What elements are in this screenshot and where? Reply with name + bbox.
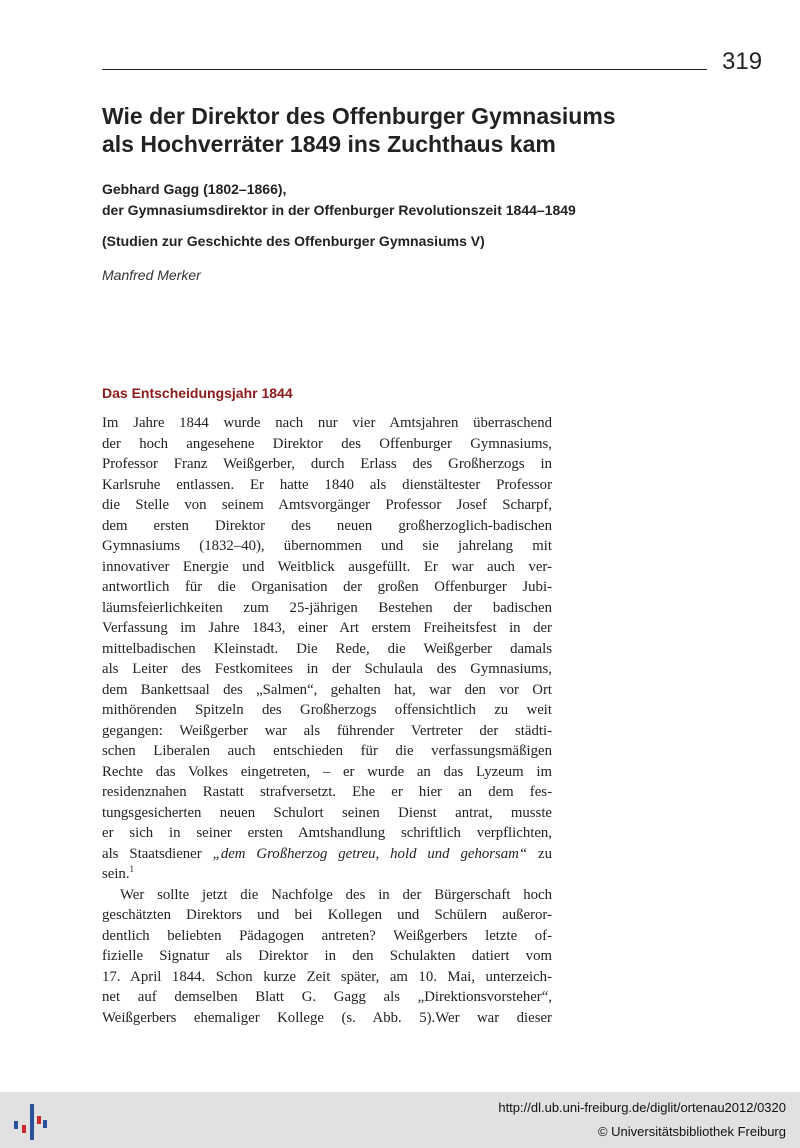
page-number: 319 (722, 48, 763, 75)
quote-tail: zu (527, 845, 552, 862)
logo-bar-blue-tall (30, 1104, 34, 1140)
text-line: Wer sollte jetzt die Nachfolge des in der Bürgerschaft hoch (120, 886, 552, 903)
library-logo-icon (12, 1100, 48, 1142)
text-line: die Stelle von seinem Amtsvorgänger Professor Josef Scharpf, (102, 497, 552, 513)
text-line-last (102, 864, 552, 885)
text-line: net auf demselben Blatt G. Gagg als „Direktionsvorsteher“, (102, 989, 552, 1005)
logo-bar-red-right (37, 1116, 41, 1124)
text-line: der hoch angesehene Direktor des Offenburger Gymnasiums, (102, 435, 552, 452)
section-heading: Das Entscheidungsjahr 1844 (102, 385, 293, 401)
text-line: dem ersten Direktor des neuen großherzoglich-badischen (102, 517, 552, 534)
text-line: dentlich beliebten Pädagogen antreten? Weißgerbers letzte of- (102, 927, 552, 944)
text-line: mithörenden Spitzeln des Großherzogs offensichtlich zu weit (102, 702, 552, 718)
logo-bar-blue-left (14, 1121, 18, 1129)
text-line: fizielle Signatur als Direktor in den Schulakten datiert vom (102, 948, 552, 964)
text-line: Weißgerbers ehemaliger Kollege (s. Abb. 5).Wer war dieser (102, 1009, 552, 1026)
text-line: 17. April 1844. Schon kurze Zeit später, am 10. Mai, unterzeich- (102, 968, 552, 985)
subtitle-line-1: Gebhard Gagg (1802–1866), (102, 181, 287, 197)
footer-copyright: © Universitätsbibliothek Freiburg (597, 1124, 786, 1139)
text-line-quote (102, 844, 552, 865)
footer-url-link[interactable]: http://dl.ub.uni-freiburg.de/diglit/ortenau2012/0320 (498, 1100, 786, 1115)
text-line: mittelbadischen Kleinstadt. Die Rede, die Weißgerber damals (102, 640, 552, 657)
text-line: schen Liberalen auch entschieden für die verfassungsmäßigen (102, 743, 552, 759)
text-line: Karlsruhe entlassen. Er hatte 1840 als dienstältester Professor (102, 476, 552, 493)
author-name: Manfred Merker (102, 267, 201, 283)
text-line: Professor Franz Weißgerber, durch Erlass des Großherzogs in (102, 456, 552, 472)
text-line: tungsgesicherten neuen Schulort seinen Dienst antrat, musste (102, 804, 552, 821)
title-line-2: als Hochverräter 1849 ins Zuchthaus kam (102, 131, 556, 157)
body-text (102, 413, 552, 1028)
subtitle-line-2: der Gymnasiumsdirektor in der Offenburger Revolutionszeit 1844–1849 (102, 202, 576, 218)
text-line: Rechte das Volkes eingetreten, – er wurde an das Lyzeum im (102, 763, 552, 780)
article-title (102, 102, 722, 158)
title-line-1: Wie der Direktor des Offenburger Gymnasiums (102, 103, 616, 129)
text-end: sein. (102, 866, 130, 882)
quote-italic: „dem Großherzog getreu, hold und gehorsam“ (212, 845, 528, 862)
text-line: geschätzten Direktors und bei Kollegen und Schülern außeror- (102, 907, 552, 923)
logo-bar-blue-right (43, 1120, 47, 1128)
text-line: läumsfeierlichkeiten zum 25-jährigen Bestehen der badischen (102, 599, 552, 616)
series-note: (Studien zur Geschichte des Offenburger Gymnasiums V) (102, 233, 485, 249)
text-line: innovativer Energie und Weitblick ausgefüllt. Er war auch ver- (102, 558, 552, 575)
header-rule (102, 69, 707, 70)
quote-lead: als Staatsdiener (102, 845, 213, 862)
footnote-ref[interactable]: 1 (129, 864, 135, 875)
text-line: residenznahen Rastatt strafversetzt. Ehe er hier an dem fes- (102, 784, 552, 800)
text-line: er sich in seiner ersten Amtshandlung schriftlich verpflichten, (102, 825, 552, 841)
text-line: Im Jahre 1844 wurde nach nur vier Amtsjahren überraschend (102, 415, 552, 431)
text-line: antwortlich für die Organisation der großen Offenburger Jubi- (102, 579, 552, 595)
text-line: als Leiter des Festkomitees in der Schulaula des Gymnasiums, (102, 661, 552, 677)
text-line: Verfassung im Jahre 1843, einer Art erstem Freiheitsfest in der (102, 620, 552, 636)
text-line: dem Bankettsaal des „Salmen“, gehalten hat, war den vor Ort (102, 681, 552, 698)
logo-bar-red-left (22, 1125, 26, 1133)
article-subtitle (102, 179, 722, 221)
text-line: gegangen: Weißgerber war als führender Vertreter der städti- (102, 722, 552, 739)
text-line: Gymnasiums (1832–40), übernommen und sie jahrelang mit (102, 538, 552, 554)
